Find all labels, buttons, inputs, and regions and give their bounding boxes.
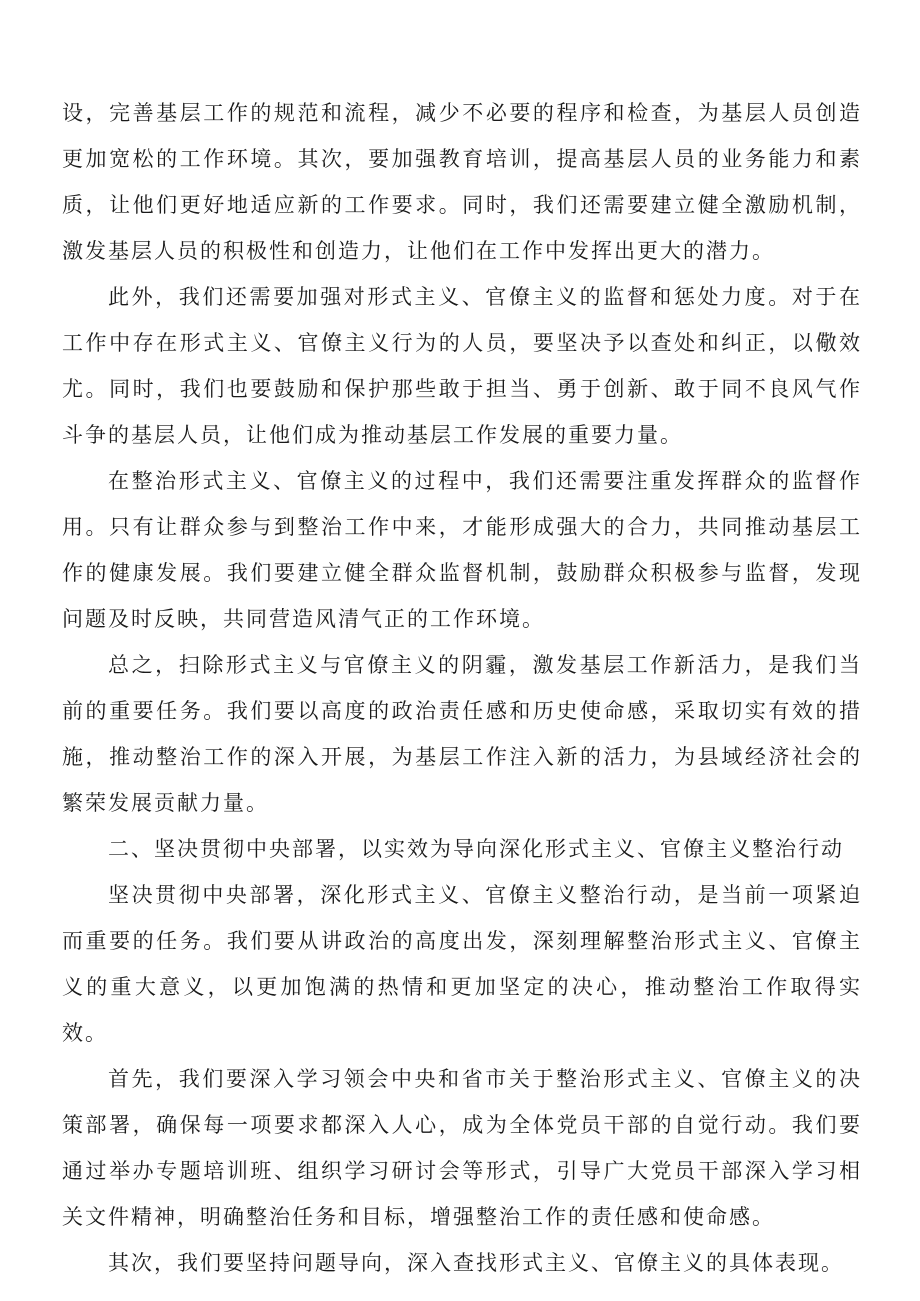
paragraph-6: 首先，我们要深入学习领会中央和省市关于整治形式主义、官僚主义的决策部署，确保每一项要求都深入人心，成为全体党员干部的自觉行动。我们要通过举办专题培训班、组织学习研讨会等形式，引导广大党员干部深入学习相关文件精神，明确整治任务和目标，增强整治工作的责任感和使命感。 [62,1067,862,1229]
paragraph-2: 此外，我们还需要加强对形式主义、官僚主义的监督和惩处力度。对于在工作中存在形式主义、官僚主义行为的人员，要坚决予以查处和纠正，以儆效尤。同时，我们也要鼓励和保护那些敢于担当、勇于创新、敢于同不良风气作斗争的基层人员，让他们成为推动基层工作发展的重要力量。 [62,285,862,447]
paragraph-1: 设，完善基层工作的规范和流程，减少不必要的程序和检查，为基层人员创造更加宽松的工作环境。其次，要加强教育培训，提高基层人员的业务能力和素质，让他们更好地适应新的工作要求。同时，我们还需要建立健全激励机制，激发基层人员的积极性和创造力，让他们在工作中发挥出更大的潜力。 [62,101,862,263]
paragraph-7: 其次，我们要坚持问题导向，深入查找形式主义、官僚主义的具体表现。 [108,1251,844,1275]
paragraph-3: 在整治形式主义、官僚主义的过程中，我们还需要注重发挥群众的监督作用。只有让群众参与到整治工作中来，才能形成强大的合力，共同推动基层工作的健康发展。我们要建立健全群众监督机制，鼓励群众积极参与监督，发现问题及时反映，共同营造风清气正的工作环境。 [62,469,862,631]
document-body [62,90,862,1286]
paragraph-4: 总之，扫除形式主义与官僚主义的阴霾，激发基层工作新活力，是我们当前的重要任务。我们要以高度的政治责任感和历史使命感，采取切实有效的措施，推动整治工作的深入开展，为基层工作注入新的活力，为县域经济社会的繁荣发展贡献力量。 [62,653,862,815]
section-heading-2: 二、坚决贯彻中央部署，以实效为导向深化形式主义、官僚主义整治行动 [108,837,844,861]
paragraph-5: 坚决贯彻中央部署，深化形式主义、官僚主义整治行动，是当前一项紧迫而重要的任务。我们要从讲政治的高度出发，深刻理解整治形式主义、官僚主义的重大意义，以更加饱满的热情和更加坚定的决心，推动整治工作取得实效。 [62,883,862,1045]
